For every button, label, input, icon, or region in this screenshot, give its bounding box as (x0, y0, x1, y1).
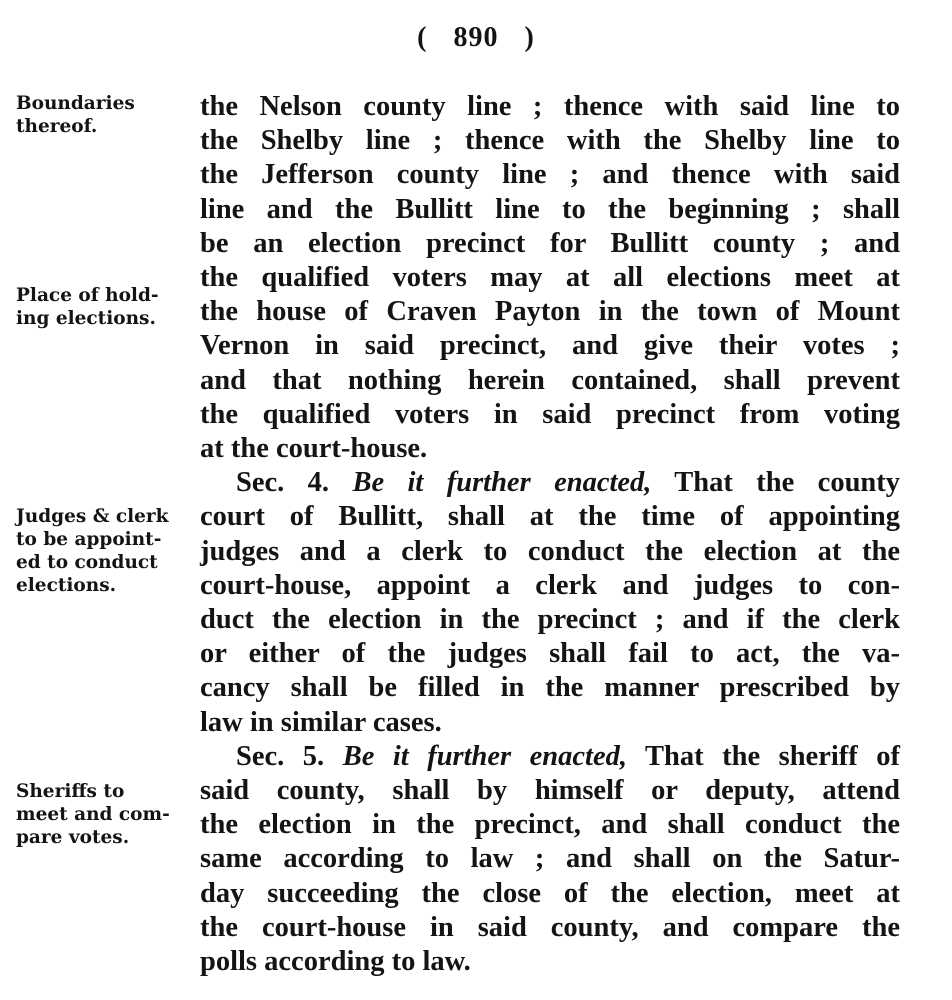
text-line: cancy shall be filled in the manner prescribed by (200, 672, 900, 704)
sidenote-sheriffs (16, 780, 194, 849)
section-5-first-line-rest: That the sheriff of (627, 740, 900, 772)
text-line: the election in the precinct, and shall conduct the (200, 809, 900, 841)
section-4-number: Sec. 4. (236, 467, 330, 499)
sidenote-line: Judges & clerk to be appoint- ed to conduct elections. (16, 506, 169, 596)
text-line: said county, shall by himself or deputy, attend (200, 775, 900, 807)
text-line: law in similar cases. (200, 706, 442, 738)
sidenote-line: Sheriffs to meet and com- pare votes. (16, 781, 170, 848)
text-line: at the court-house. (200, 433, 428, 465)
section-5-number: Sec. 5. (236, 740, 325, 772)
text-line: court-house, appoint a clerk and judges to con- (200, 569, 900, 601)
page-number-open-paren: ( (417, 22, 428, 53)
text-line: the qualified voters in said precinct from voting (200, 398, 900, 430)
text-line: duct the election in the precinct ; and if the clerk (200, 604, 900, 636)
section-4-enacting-clause: Be it further enacted, (352, 467, 652, 499)
body-text (200, 90, 900, 979)
text-line: the court-house in said county, and compare the (200, 911, 900, 943)
section-4-first-line (200, 466, 900, 500)
text-line: the Nelson county line ; thence with said line to (200, 91, 900, 122)
sidenote-judges-and-clerk (16, 505, 194, 597)
text-line: line and the Bullitt line to the beginning ; shall (200, 193, 900, 225)
text-line: same according to law ; and shall on the Satur- (200, 843, 900, 875)
text-line: or either of the judges shall fail to act, the va- (200, 638, 900, 670)
page-number (0, 22, 952, 54)
text-line: polls according to law. (200, 946, 471, 978)
text-line: be an election precinct for Bullitt county ; and (200, 227, 900, 259)
page-number-value: 890 (453, 22, 499, 53)
sidenote-line: Place of hold- ing elections. (16, 285, 159, 329)
text-line: and that nothing herein contained, shall prevent (200, 364, 900, 396)
text-line: the house of Craven Payton in the town of Mount (200, 296, 900, 328)
section-4-first-line-rest: That the county (651, 467, 901, 499)
text-line: the Jefferson county line ; and thence with said (200, 159, 900, 191)
sidenote-line: Boundaries thereof. (16, 93, 135, 137)
section-5-enacting-clause: Be it further enacted, (342, 740, 627, 772)
sidenote-boundaries (16, 92, 194, 138)
text-line: court of Bullitt, shall at the time of appointing (200, 501, 900, 533)
page-number-close-paren: ) (524, 22, 535, 53)
section-5-first-line (200, 740, 900, 774)
text-line: judges and a clerk to conduct the election at the (200, 535, 900, 567)
text-line: the qualified voters may at all elections meet at (200, 262, 900, 294)
text-line: Vernon in said precinct, and give their votes ; (200, 330, 900, 362)
sidenote-place-of-holding-elections (16, 284, 194, 330)
text-line: day succeeding the close of the election, meet at (200, 877, 900, 909)
text-line: the Shelby line ; thence with the Shelby line to (200, 125, 900, 157)
